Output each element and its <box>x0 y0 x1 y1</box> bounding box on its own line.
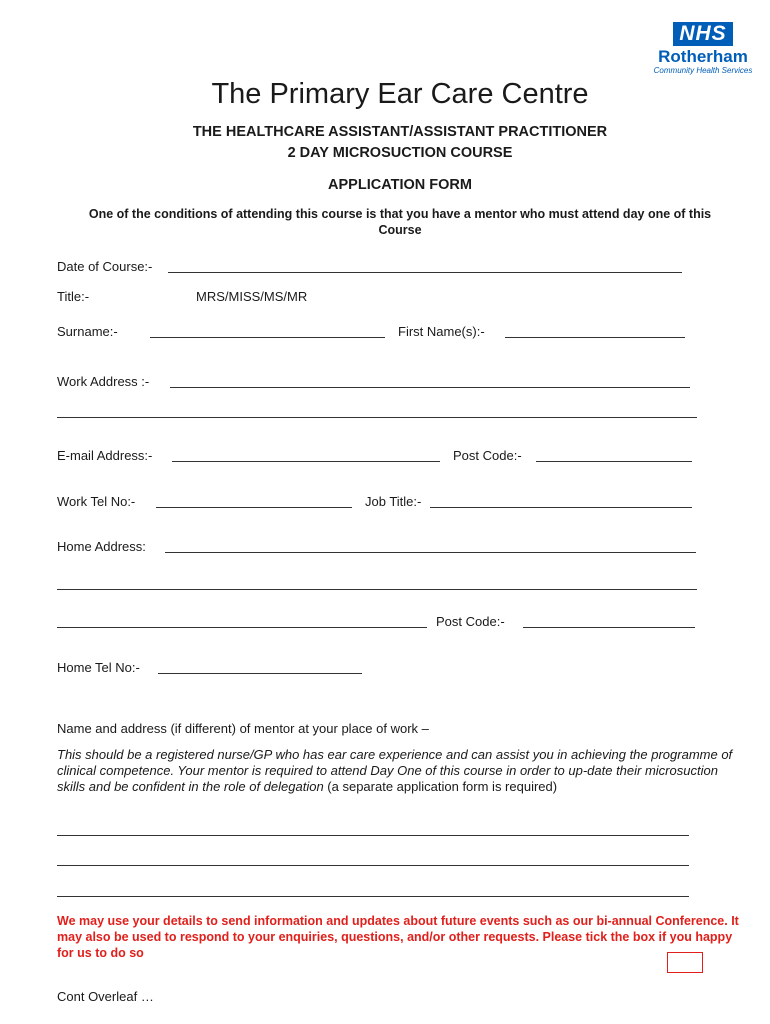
home-address-line-3[interactable] <box>57 627 427 628</box>
first-names-label: First Name(s):- <box>398 324 485 339</box>
date-of-course-line[interactable] <box>168 272 682 273</box>
mentor-line-3[interactable] <box>57 896 689 897</box>
surname-label: Surname:- <box>57 324 118 339</box>
title-label: Title:- <box>57 289 90 304</box>
home-tel-line[interactable] <box>158 673 362 674</box>
mentor-description-plain: (a separate application form is required) <box>323 779 558 794</box>
mentor-condition-note: One of the conditions of attending this course is that you have a mentor who must attend day one of this Course <box>88 207 712 237</box>
work-address-label: Work Address :- <box>57 374 150 389</box>
nhs-logo-mark: NHS <box>673 22 732 46</box>
course-heading-line1: THE HEALTHCARE ASSISTANT/ASSISTANT PRACTITIONER <box>192 124 608 140</box>
surname-line[interactable] <box>150 337 385 338</box>
title-options[interactable]: MRS/MISS/MS/MR <box>196 289 308 304</box>
logo-org-subtitle: Community Health Services <box>653 66 753 75</box>
consent-notice: We may use your details to send information and updates about future events such as our bi-annual Conference. It may also be used to respond to your enquiries, questions, and/or other requests. Please tick the box if you happy for us to do so <box>57 914 739 960</box>
form-title: APPLICATION FORM <box>328 177 472 193</box>
nhs-rotherham-logo <box>652 22 754 76</box>
mentor-line-2[interactable] <box>57 865 689 866</box>
mentor-label: Name and address (if different) of mentor at your place of work – <box>57 721 429 736</box>
work-tel-label: Work Tel No:- <box>57 494 136 509</box>
post-code-line[interactable] <box>536 461 692 462</box>
home-address-line-2[interactable] <box>57 589 697 590</box>
document-title: The Primary Ear Care Centre <box>211 78 589 110</box>
first-names-line[interactable] <box>505 337 685 338</box>
work-address-line-1[interactable] <box>170 387 690 388</box>
email-label: E-mail Address:- <box>57 448 153 463</box>
home-post-code-label: Post Code:- <box>436 614 505 629</box>
work-address-line-2[interactable] <box>57 417 697 418</box>
post-code-label: Post Code:- <box>453 448 522 463</box>
home-address-label: Home Address: <box>57 539 146 554</box>
course-heading-line2: 2 DAY MICROSUCTION COURSE <box>287 145 513 161</box>
logo-org-name: Rotherham <box>658 47 748 66</box>
mentor-description-italic: This should be a registered nurse/GP who has ear care experience and can assist you in achieving the programme of clinical competence. Your mentor is required to attend Day One of this course in order to up-date their microsuction skills and be confident in the role of delegation <box>57 747 733 794</box>
home-address-line-1[interactable] <box>165 552 696 553</box>
mentor-description <box>57 747 739 795</box>
job-title-label: Job Title:- <box>365 494 422 509</box>
home-post-code-line[interactable] <box>523 627 695 628</box>
mentor-line-1[interactable] <box>57 835 689 836</box>
consent-tick-box[interactable] <box>667 952 703 973</box>
date-of-course-label: Date of Course:- <box>57 259 153 274</box>
work-tel-line[interactable] <box>156 507 352 508</box>
continue-overleaf: Cont Overleaf … <box>57 989 154 1004</box>
home-tel-label: Home Tel No:- <box>57 660 140 675</box>
email-line[interactable] <box>172 461 440 462</box>
job-title-line[interactable] <box>430 507 692 508</box>
